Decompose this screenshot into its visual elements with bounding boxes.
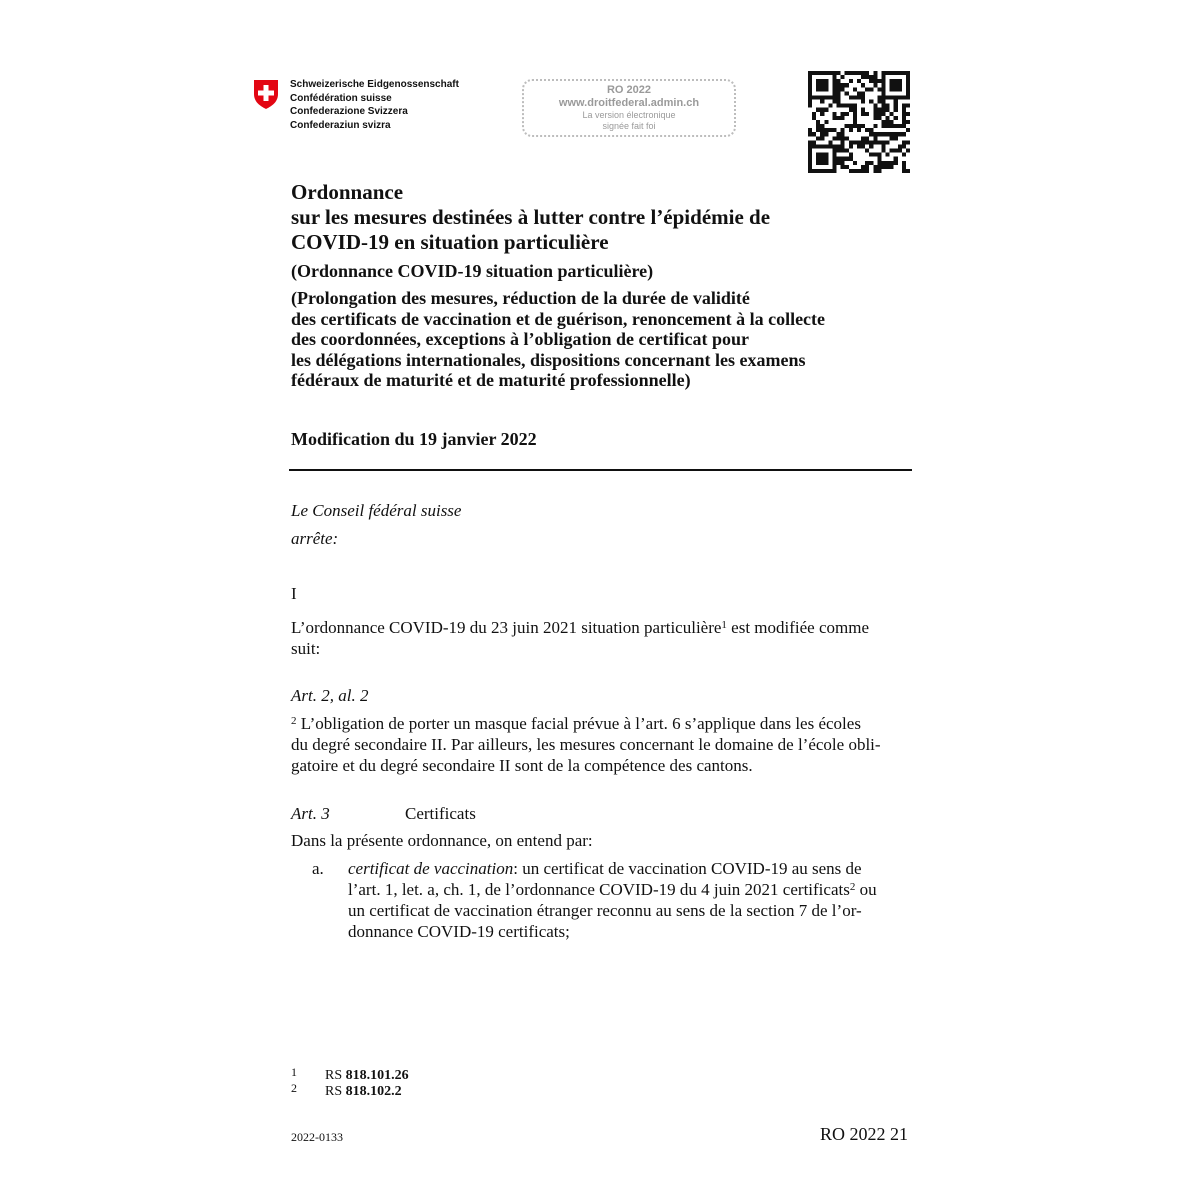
item-line — [348, 858, 910, 879]
short-title: (Ordonnance COVID-19 situation particulière) — [291, 261, 654, 281]
document-number: 2022-0133 — [291, 1130, 343, 1144]
intro-line: suit: — [291, 639, 321, 658]
title-description — [291, 288, 911, 391]
description-line: (Prolongation des mesures, réduction de la durée de validité — [291, 288, 750, 308]
description-line: fédéraux de maturité et de maturité professionnelle) — [291, 370, 691, 390]
description-line: des certificats de vaccination et de guérison, renoncement à la collecte — [291, 308, 826, 329]
footnote-number: 2 — [291, 1081, 297, 1095]
title-line: sur les mesures destinées à lutter contre l’épidémie de — [291, 205, 771, 229]
ro-stamp-line3: La version électronique — [582, 110, 676, 120]
item-letter: a. — [312, 859, 324, 878]
art2-heading: Art. 2, al. 2 — [291, 686, 369, 705]
confederation-line-fr: Confédération suisse — [290, 92, 392, 104]
art2-paragraph — [291, 713, 911, 776]
title-line: Ordonnance — [291, 180, 404, 204]
intro-line — [291, 617, 911, 638]
art2-line: du degré secondaire II. Par ailleurs, les mesures concernant le domaine de l’école obli- — [291, 735, 881, 754]
footnote-ref: 2 — [849, 881, 856, 893]
preamble-decrees: arrête: — [291, 529, 339, 548]
paragraph-number: 2 — [291, 715, 297, 727]
footnote-ref-link[interactable]: 818.102.2 — [345, 1084, 402, 1099]
art2-line: gatoire et du degré secondaire II sont de la compétence des cantons. — [291, 756, 753, 775]
document-title — [291, 180, 911, 255]
ro-stamp — [522, 79, 736, 137]
swiss-cross-icon — [252, 78, 280, 110]
footnote-ref: 1 — [721, 619, 727, 631]
ro-stamp-line4: signée fait foi — [602, 121, 656, 131]
intro-text: est modifiée comme — [726, 618, 870, 637]
art3-item-a — [348, 858, 910, 942]
footnote-number: 1 — [291, 1065, 297, 1079]
qr-code-icon — [808, 71, 910, 173]
confederation-line-rm: Confederaziun svizra — [290, 119, 391, 131]
item-line: un certificat de vaccination étranger reconnu au sens de la section 7 de l’or- — [348, 901, 862, 920]
confederation-name — [290, 78, 459, 132]
preamble-authority: Le Conseil fédéral suisse — [291, 501, 462, 520]
item-text: : un certificat de vaccination COVID-19 au sens de — [513, 859, 862, 878]
section-numeral: I — [291, 584, 297, 603]
footnote — [291, 1080, 402, 1100]
footnote-prefix: RS — [325, 1068, 346, 1083]
description-line: les délégations internationales, dispositions concernant les examens — [291, 349, 806, 370]
ro-stamp-url: www.droitfederal.admin.ch — [558, 97, 700, 109]
art2-text: L’obligation de porter un masque facial prévue à l’art. 6 s’applique dans les écoles — [296, 714, 861, 733]
item-line — [348, 879, 910, 900]
item-text: ou — [855, 880, 877, 899]
art3-intro: Dans la présente ordonnance, on entend par: — [291, 831, 593, 850]
art3-name: Certificats — [405, 804, 476, 823]
item-text: l’art. 1, let. a, ch. 1, de l’ordonnance COVID-19 du 4 juin 2021 certificats — [348, 880, 850, 899]
item-line: donnance COVID-19 certificats; — [348, 922, 570, 941]
intro-text: L’ordonnance COVID-19 du 23 juin 2021 situation particulière — [291, 618, 722, 637]
art2-line — [291, 713, 911, 734]
confederation-line-de: Schweizerische Eidgenossenschaft — [290, 79, 459, 90]
modification-date: Modification du 19 janvier 2022 — [291, 429, 537, 449]
description-line: des coordonnées, exceptions à l’obligation de certificat pour — [291, 329, 749, 349]
title-line: COVID-19 en situation particulière — [291, 230, 609, 254]
art3-heading: Art. 3 — [291, 804, 330, 823]
confederation-line-it: Confederazione Svizzera — [290, 106, 408, 117]
footnote-prefix: RS — [325, 1084, 346, 1099]
page-reference: RO 2022 21 — [820, 1124, 909, 1144]
item-term: certificat de vaccination — [348, 859, 514, 878]
footnote-ref-link[interactable]: 818.101.26 — [345, 1068, 409, 1083]
section-intro — [291, 617, 911, 659]
title-divider — [289, 469, 912, 471]
ro-stamp-line1: RO 2022 — [606, 84, 652, 96]
